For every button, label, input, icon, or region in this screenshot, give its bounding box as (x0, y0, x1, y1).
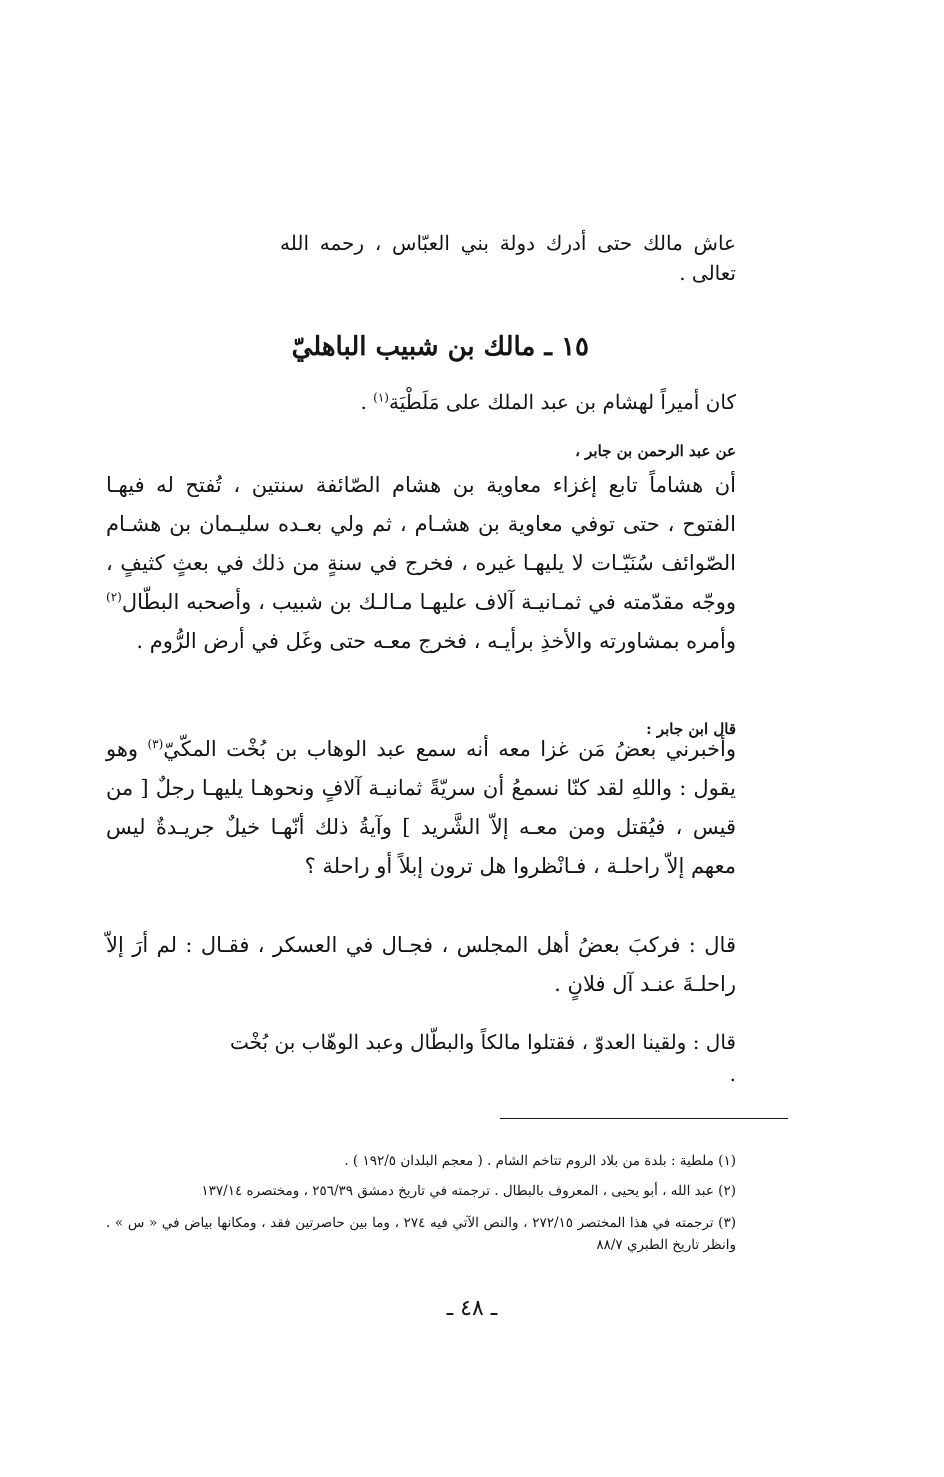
isnad-line-1: عن عبد الرحمن بن جابر ، (575, 442, 736, 460)
opening-line-tail: . (360, 390, 374, 414)
footnote-2: (٢) عبد الله ، أبو يحيى ، المعروف بالبطال . ترجمته في تاريخ دمشق ٢٥٦/٣٩ ، ومختصره ١٣٧/١٤ (201, 1183, 736, 1199)
opening-line (300, 386, 736, 418)
paragraph-4: قال : ولقينا العدوّ ، فقتلوا مالكاً والبطّال وعبد الوهّاب بن بُخْت . (230, 1030, 736, 1086)
page-number: ـ ٤٨ ـ (446, 1296, 498, 1321)
paragraph-2-before: وأخبرني بعضُ مَن غزا معه أنه سمع عبد الوهاب بن بُخْت المكّيّ (163, 737, 736, 761)
footnote-separator (500, 1118, 788, 1119)
footnote-marker-2: (٢) (106, 590, 122, 604)
footnote-3: (٣) ترجمته في هذا المختصر ٢٧٢/١٥ ، والنص الآتي فيه ٢٧٤ ، وما بين حاصرتين فقد ، ومكانها بياض في « س » . وانظر تاريخ الطبري ٨٨/٧ (106, 1215, 736, 1253)
paragraph-1-after: وأمره بمشاورته والأخذِ برأيـه ، فخرج معـه حتى وغَل في أرض الرُّوم . (136, 629, 736, 653)
isnad-line-2: قال ابن جابر : (646, 720, 736, 738)
paragraph-1 (106, 466, 736, 661)
section-heading: ١٥ ـ مالك بن شبيب الباهليّ (291, 332, 589, 362)
paragraph-1-before: أن هشاماً تابع إغزاء معاوية بن هشام الصّائفة سنتين ، تُفتح له فيهـا الفتوح ، حتى توفي معاوية بن هشـام ، ثم ولي بعـده سليـمان بن هشـام الصّوائف سُنَيّـات لا يليهـا غيره ، فخرج في سنةٍ من ذلك في بعثٍ كثيفٍ ، ووجّه مقدّمته في ثمـانيـة آلاف عليهـا مـالـك بن شبيب ، وأصحبه البطّال (106, 473, 736, 614)
footnote-marker-1: (١) (373, 390, 389, 405)
opening-line-text: كان أميراً لهشام بن عبد الملك على مَلَطْيَة (388, 390, 736, 414)
paragraph-3: قال : فركبَ بعضُ أهل المجلس ، فجـال في العسكر ، فقـال : لم أرَ إلاّ راحلـةَ عنـد آل فلانٍ . (106, 933, 736, 996)
paragraph-2 (106, 730, 736, 886)
footnote-1: (١) ملطية : بلدة من بلاد الروم تتاخم الشام . ( معجم البلدان ١٩٢/٥ ) . (344, 1153, 736, 1169)
intro-line: عاش مالك حتى أدرك دولة بني العبّاس ، رحمه الله تعالى . (280, 231, 736, 285)
paragraph-2-after: وهو يقول : واللهِ لقد كنّا نسمعُ أن سريّةً ثمانيـة آلافٍ ونحوهـا يليهـا رجلٌ [ من قيس ، فيُقتل ومن معـه إلاّ الشَّريد ] وآيةُ ذلك أنّهـا خيلٌ جريـدةٌ ليس معهم إلاّ راحلـة ، فـانْظروا هل ترون إبلاً أو راحلة ؟ (106, 737, 736, 878)
footnote-marker-3: (٣) (147, 737, 164, 751)
